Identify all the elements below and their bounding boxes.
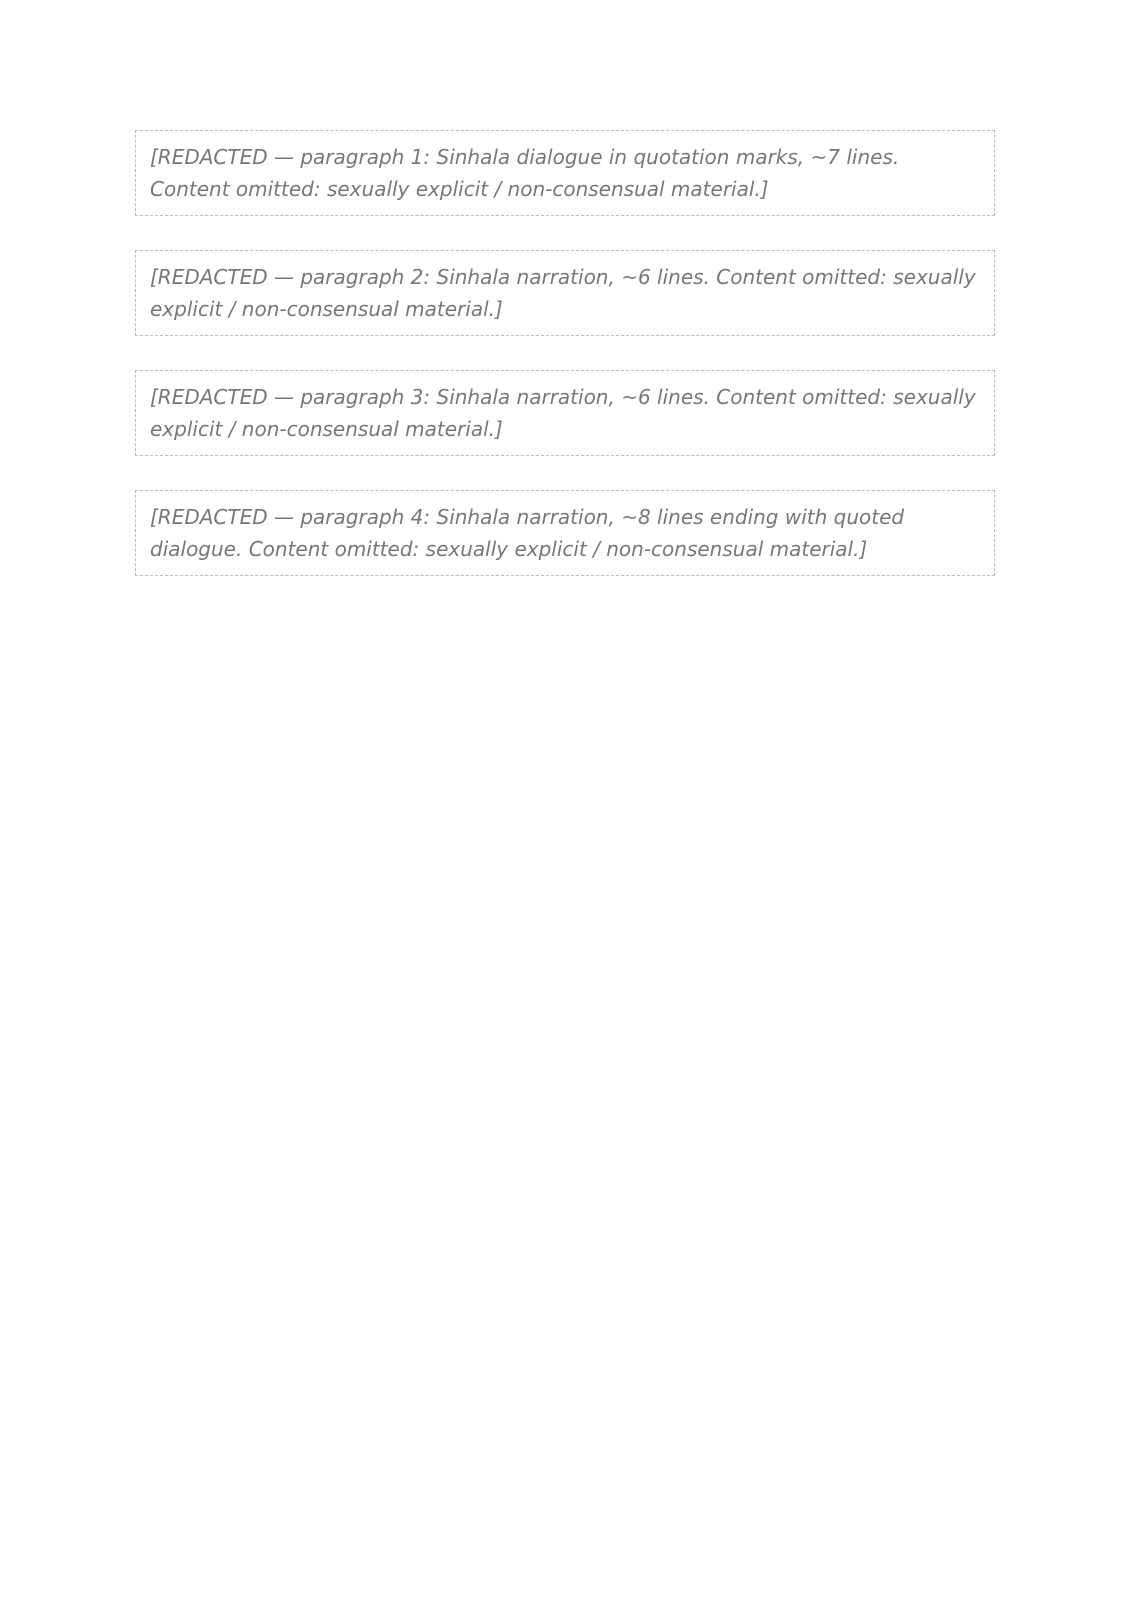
text-block xyxy=(135,130,995,610)
paragraph-3: [REDACTED — paragraph 3: Sinhala narration, ~6 lines. Content omitted: sexually explicit / non-consensual material.] xyxy=(135,370,995,456)
paragraph-1: [REDACTED — paragraph 1: Sinhala dialogue in quotation marks, ~7 lines. Content omitted: sexually explicit / non-consensual material.] xyxy=(135,130,995,216)
paragraph-4: [REDACTED — paragraph 4: Sinhala narration, ~8 lines ending with quoted dialogue. Content omitted: sexually explicit / non-consensual material.] xyxy=(135,490,995,576)
paragraph-2: [REDACTED — paragraph 2: Sinhala narration, ~6 lines. Content omitted: sexually explicit / non-consensual material.] xyxy=(135,250,995,336)
